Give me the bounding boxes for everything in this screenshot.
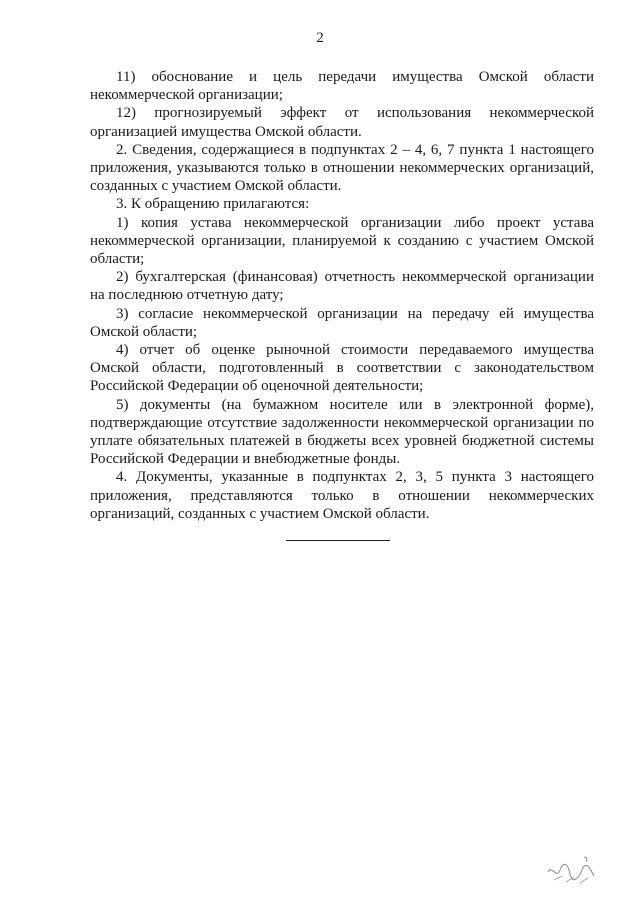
- paragraph-point-3-item-4: 4) отчет об оценке рыночной стоимости передаваемого имущества Омской области, подготовленный в соответствии с законодательством Российской Федерации об оценочной деятельности;: [90, 342, 594, 395]
- signature-mark: [540, 850, 600, 890]
- paragraph-point-3-item-3: 3) согласие некоммерческой организации на передачу ей имущества Омской области;: [90, 305, 594, 340]
- document-body: [90, 68, 594, 523]
- end-separator-line: [286, 540, 390, 541]
- paragraph-point-3-item-5: 5) документы (на бумажном носителе или в электронной форме), подтверждающие отсутствие задолженности некоммерческой организации по уплате обязательных платежей в бюджеты всех уровней бюджетной системы Российской Федерации и внебюджетные фонды.: [90, 396, 594, 468]
- paragraph-item-12: 12) прогнозируемый эффект от использования некоммерческой организацией имущества Омской области.: [90, 105, 594, 140]
- paragraph-item-11: 11) обоснование и цель передачи имущества Омской области некоммерческой организации;: [90, 69, 594, 104]
- paragraph-point-3-item-2: 2) бухгалтерская (финансовая) отчетность некоммерческой организации на последнюю отчетную дату;: [90, 269, 594, 304]
- paragraph-point-3-item-1: 1) копия устава некоммерческой организации либо проект устава некоммерческой организации, планируемой к созданию с участием Омской области;: [90, 214, 594, 268]
- paragraph-point-4: 4. Документы, указанные в подпунктах 2, 3, 5 пункта 3 настоящего приложения, представляются только в отношении некоммерческих организаций, созданных с участием Омской области.: [90, 469, 594, 522]
- page-number: 2: [316, 30, 324, 46]
- paragraph-point-2: 2. Сведения, содержащиеся в подпунктах 2 – 4, 6, 7 пункта 1 настоящего приложения, указываются только в отношении некоммерческих организаций, созданных с участием Омской области.: [90, 141, 594, 195]
- paragraph-point-3-heading: 3. К обращению прилагаются:: [116, 196, 310, 213]
